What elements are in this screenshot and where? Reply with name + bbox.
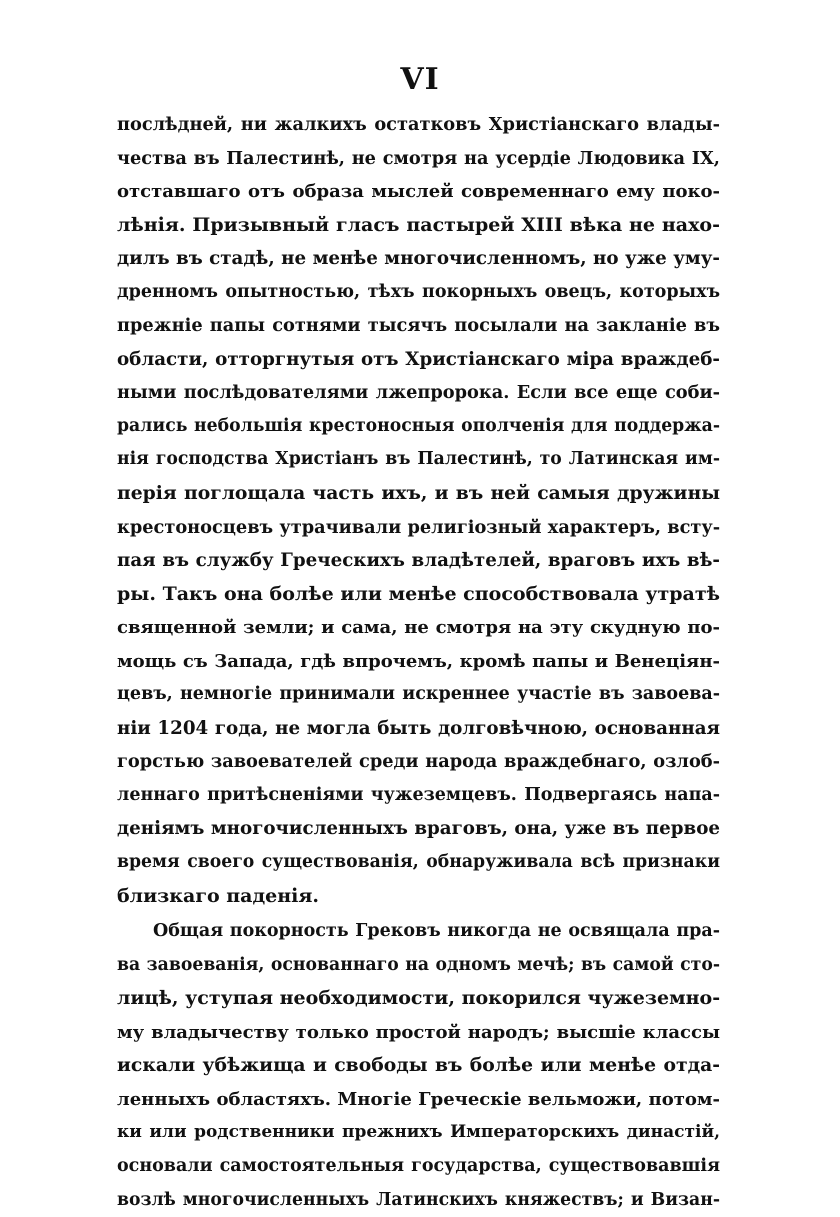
text-line: дилъ въ стадѣ, не менѣе многочисленномъ, но уже уму- [117,242,720,276]
text-line: искали убѣжища и свободы въ болѣе или менѣе отда- [117,1049,720,1083]
text-line: перія поглощала часть ихъ, и въ ней самыя дружины [117,477,720,511]
text-line: послѣдней, ни жалкихъ остатковъ Христіанскаго влады- [117,108,720,142]
paragraph-1 [117,108,720,913]
text-line: цевъ, немногіе принимали искреннее участіе въ завоева- [117,678,720,712]
text-line: крестоносцевъ утрачивали религіозный характеръ, всту- [117,511,720,545]
text-line: дренномъ опытностью, тѣхъ покорныхъ овецъ, которыхъ [117,276,720,310]
text-line: рались небольшія крестоносныя ополченія для поддержа- [117,410,720,444]
text-line: близкаго паденія. [117,880,720,914]
text-line: основали самостоятельныя государства, существовавшія [117,1150,720,1184]
text-line: деніямъ многочисленныхъ враговъ, она, уже въ первое [117,812,720,846]
text-line: ными послѣдователями лжепророка. Если все еще соби- [117,376,720,410]
text-line: прежніе папы сотнями тысячъ посылали на закланіе въ [117,309,720,343]
body-text [117,108,720,1217]
text-line: ленныхъ областяхъ. Многіе Греческіе вельможи, потом- [117,1083,720,1117]
text-line: Общая покорность Грековъ никогда не освящала пра- [117,915,720,949]
text-line: му владычеству только простой народъ; высшіе классы [117,1016,720,1050]
text-line: возлѣ многочисленныхъ Латинскихъ княжествъ; и Визан- [117,1184,720,1217]
text-line: горстью завоевателей среди народа враждебнаго, озлоб- [117,745,720,779]
text-line: отставшаго отъ образа мыслей современнаго ему поко- [117,175,720,209]
text-line: леннаго притѣсненіями чужеземцевъ. Подвергаясь напа- [117,779,720,813]
page-number: VI [0,62,840,97]
text-line: пая въ службу Греческихъ владѣтелей, враговъ ихъ вѣ- [117,544,720,578]
text-line: лицѣ, уступая необходимости, покорился чужеземно- [117,982,720,1016]
text-line: ки или родственники прежнихъ Императорскихъ династій, [117,1116,720,1150]
text-line: ва завоеванія, основаннаго на одномъ мечѣ; въ самой сто- [117,949,720,983]
text-line: нія господства Христіанъ въ Палестинѣ, то Латинская им- [117,443,720,477]
text-line: время своего существованія, обнаруживала всѣ признаки [117,846,720,880]
text-line: мощь съ Запада, гдѣ впрочемъ, кромѣ папы и Венеціян- [117,645,720,679]
text-line: ніи 1204 года, не могла быть долговѣчною, основанная [117,712,720,746]
text-line: ры. Такъ она болѣе или менѣе способствовала утратѣ [117,578,720,612]
text-line: лѣнія. Призывный гласъ пастырей XIII вѣка не нахо- [117,209,720,243]
text-line: чества въ Палестинѣ, не смотря на усердіе Людовика IX, [117,142,720,176]
paragraph-2 [117,915,720,1217]
text-line: области, отторгнутыя отъ Христіанскаго міра враждеб- [117,343,720,377]
text-line: священной земли; и сама, не смотря на эту скудную по- [117,611,720,645]
